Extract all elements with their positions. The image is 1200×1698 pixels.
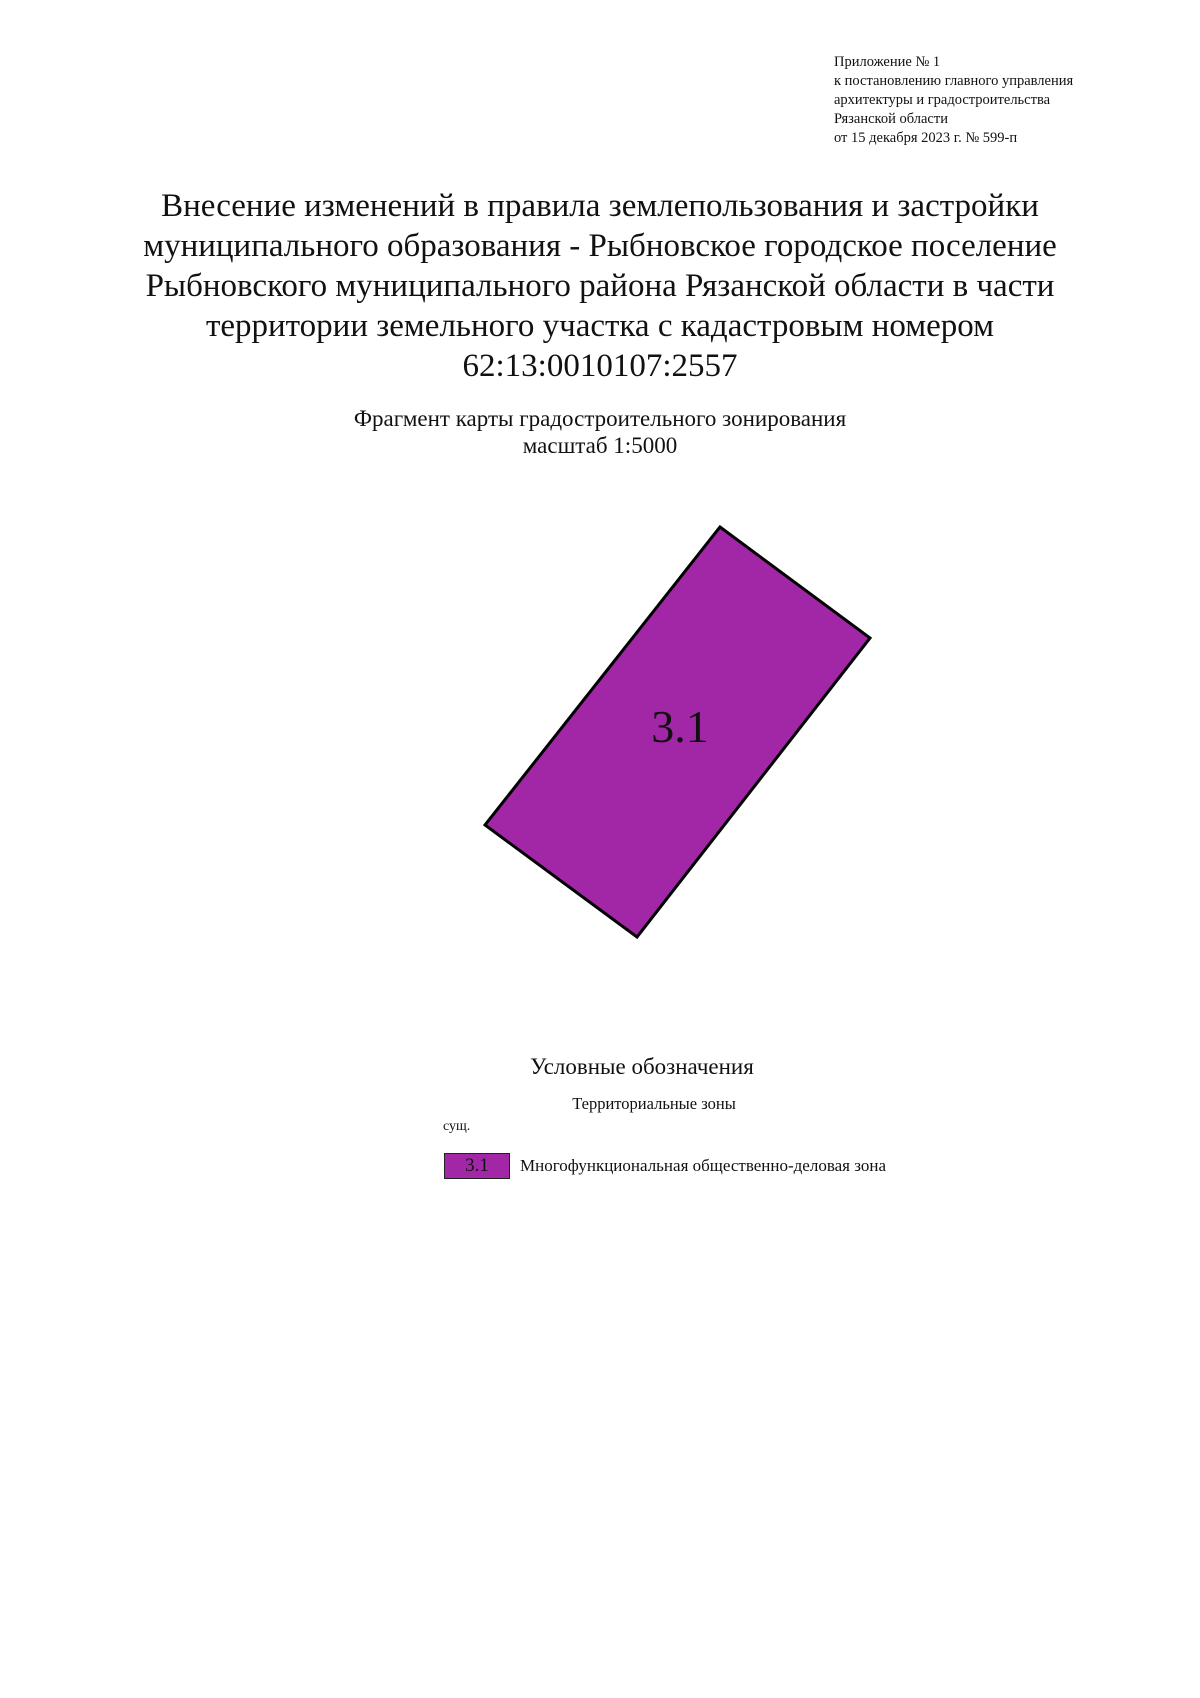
legend-item-label: Многофункциональная общественно-деловая зона <box>520 1156 887 1175</box>
appendix-line: Приложение № 1 <box>834 54 941 70</box>
title-line: Рыбновского муниципального района Рязанской области в части <box>145 268 1055 304</box>
map-scale: масштаб 1:5000 <box>522 433 678 458</box>
legend-status: сущ. <box>443 1119 471 1134</box>
legend-item <box>444 1152 886 1180</box>
title-line: территории земельного участка с кадастровым номером <box>205 308 995 344</box>
map-caption-line: Фрагмент карты градостроительного зонирования <box>353 406 847 431</box>
title-line: муниципального образования - Рыбновское городское поселение <box>143 228 1057 264</box>
cadastral-number: 62:13:0010107:2557 <box>462 348 738 384</box>
appendix-line: архитектуры и градостроительства <box>834 92 1051 108</box>
legend-subtitle: Территориальные зоны <box>572 1094 736 1113</box>
zone-parcel-label: 3.1 <box>651 701 709 752</box>
legend-swatch: 3.1 <box>444 1153 510 1179</box>
legend-title: Условные обозначения <box>530 1054 754 1079</box>
appendix-date-line: от 15 декабря 2023 г. № 599-п <box>834 130 1018 146</box>
appendix-line: к постановлению главного управления <box>834 73 1074 89</box>
appendix-line: Рязанской области <box>834 111 948 127</box>
title-line: Внесение изменений в правила землепользования и застройки <box>161 188 1039 224</box>
